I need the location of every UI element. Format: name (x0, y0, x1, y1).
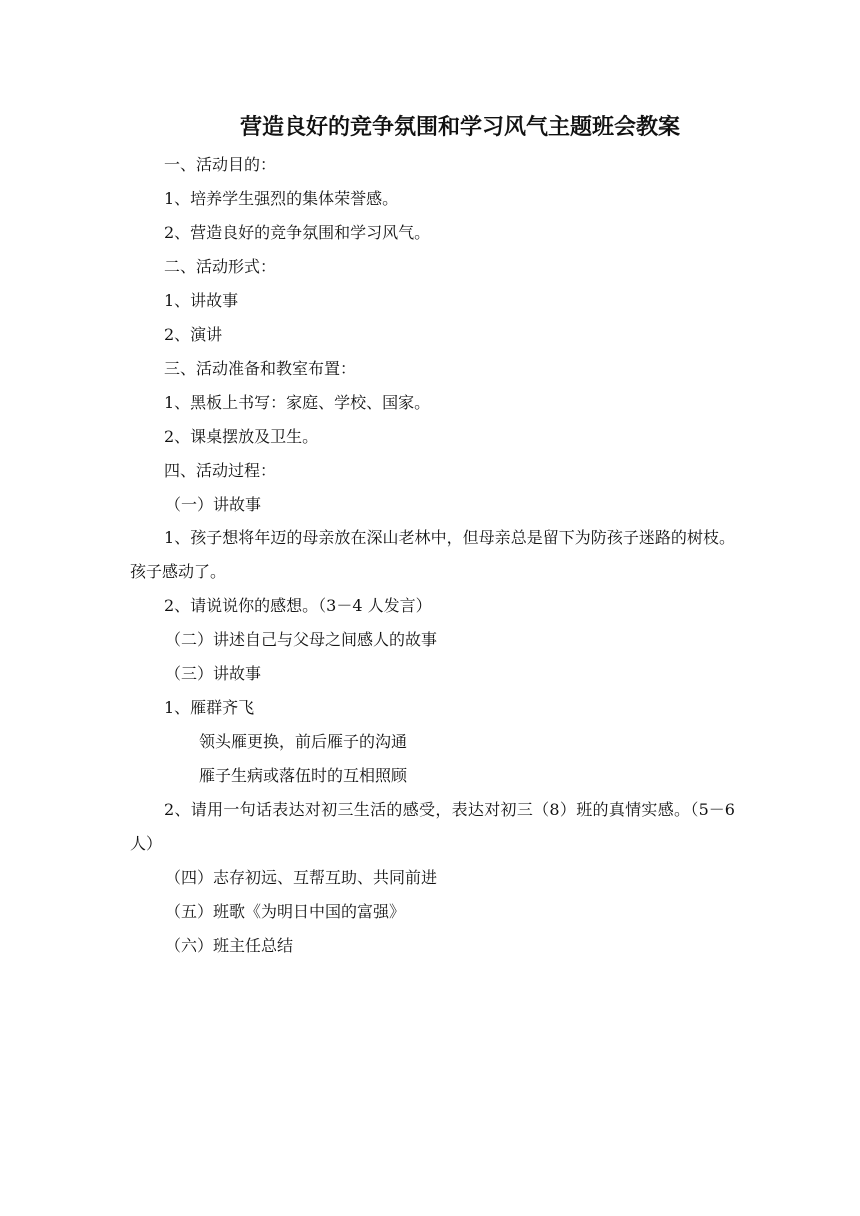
document-title: 营造良好的竞争氛围和学习风气主题班会教案 (239, 114, 680, 140)
paragraph: 1、孩子想将年迈的母亲放在深山老林中，但母亲总是留下为防孩子迷路的树枝。孩子感动了。 (130, 528, 735, 581)
list-item: 1、培养学生强烈的集体荣誉感。 (164, 189, 399, 208)
section-heading-form: 二、活动形式： (164, 257, 277, 276)
subsection-heading: （六）班主任总结 (165, 936, 294, 955)
section-heading-purpose: 一、活动目的： (164, 155, 277, 174)
list-item: 1、雁群齐飞 (164, 698, 255, 717)
subsection-heading: （一）讲故事 (165, 495, 262, 514)
section-heading-process: 四、活动过程： (164, 461, 277, 480)
list-item: 1、讲故事 (164, 291, 239, 310)
section-heading-preparation: 三、活动准备和教室布置： (164, 359, 357, 378)
paragraph: 2、请用一句话表达对初三生活的感受，表达对初三（8）班的真情实感。（5－6 人） (130, 800, 735, 853)
subsection-heading: （三）讲故事 (165, 664, 262, 683)
list-item: 2、营造良好的竞争氛围和学习风气。 (164, 223, 431, 242)
subsection-heading: （五）班歌《为明日中国的富强》 (165, 902, 406, 921)
subsection-heading: （四）志存初远、互帮互助、共同前进 (165, 868, 438, 887)
sub-list-item: 雁子生病或落伍时的互相照顾 (199, 766, 408, 785)
list-item: 2、请说说你的感想。（3－4 人发言） (164, 596, 432, 615)
sub-list-item: 领头雁更换，前后雁子的沟通 (199, 732, 408, 751)
list-item: 1、黑板上书写：家庭、学校、国家。 (164, 393, 431, 412)
subsection-heading: （二）讲述自己与父母之间感人的故事 (165, 630, 438, 649)
list-item: 2、课桌摆放及卫生。 (164, 427, 319, 446)
list-item: 2、演讲 (164, 325, 223, 344)
